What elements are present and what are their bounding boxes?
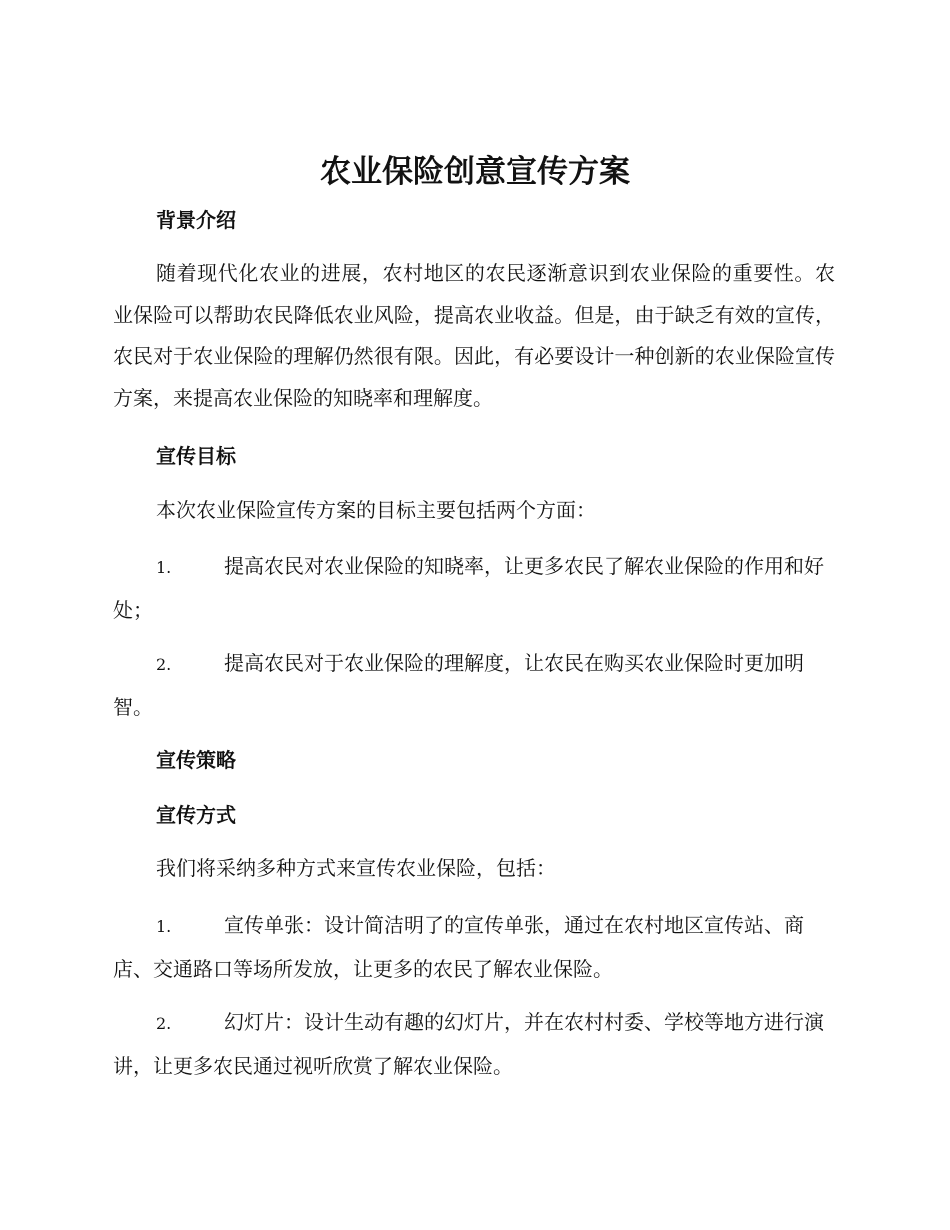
goals-list-item-2 xyxy=(113,642,835,728)
list-item-text: 提高农民对农业保险的知晓率，让更多农民了解农业保险的作用和好处； xyxy=(113,554,824,622)
list-number: 1. xyxy=(156,917,172,936)
list-item-text: 提高农民对于农业保险的理解度，让农民在购买农业保险时更加明智。 xyxy=(113,651,804,719)
methods-list-item-2 xyxy=(113,1001,835,1087)
section-heading-methods: 宣传方式 xyxy=(156,803,236,827)
methods-intro: 我们将采纳多种方式来宣传农业保险，包括： xyxy=(156,856,556,880)
list-number: 2. xyxy=(156,655,172,674)
section-heading-strategy: 宣传策略 xyxy=(156,748,236,772)
section-heading-background: 背景介绍 xyxy=(156,208,236,232)
goals-list-item-1 xyxy=(113,545,835,631)
list-item-text: 宣传单张：设计简洁明了的宣传单张，通过在农村地区宣传站、商店、交通路口等场所发放，让更多的农民了解农业保险。 xyxy=(113,913,804,981)
section-heading-goals: 宣传目标 xyxy=(156,444,236,468)
methods-list-item-1 xyxy=(113,904,835,990)
list-item-text: 幻灯片：设计生动有趣的幻灯片，并在农村村委、学校等地方进行演讲，让更多农民通过视听欣赏了解农业保险。 xyxy=(113,1010,824,1078)
list-number: 1. xyxy=(156,558,172,577)
list-number: 2. xyxy=(156,1014,172,1033)
document-title: 农业保险创意宣传方案 xyxy=(320,154,630,190)
background-paragraph: 随着现代化农业的进展，农村地区的农民逐渐意识到农业保险的重要性。农业保险可以帮助农民降低农业风险，提高农业收益。但是，由于缺乏有效的宣传，农民对于农业保险的理解仍然很有限。因此，有必要设计一种创新的农业保险宣传方案，来提高农业保险的知晓率和理解度。 xyxy=(113,261,835,410)
goals-intro: 本次农业保险宣传方案的目标主要包括两个方面： xyxy=(156,498,596,522)
